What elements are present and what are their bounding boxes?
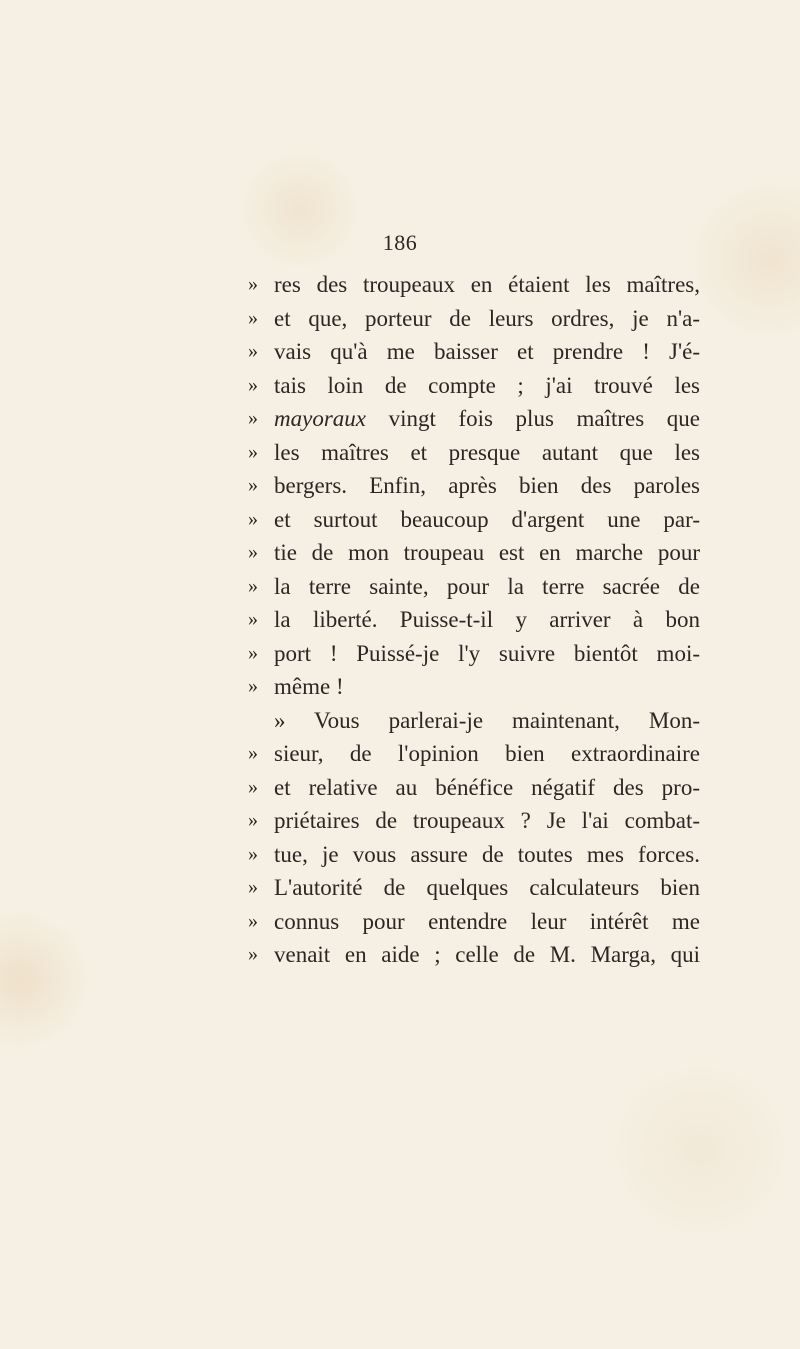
quote-mark: » xyxy=(248,407,258,429)
quote-mark: » xyxy=(248,842,258,865)
text-line xyxy=(248,804,700,838)
quote-mark: » xyxy=(248,574,258,597)
line-text: tais loin de compte ; j'ai trouvé les xyxy=(274,372,700,398)
quote-mark: » xyxy=(248,340,258,362)
quote-mark: » xyxy=(248,373,258,396)
line-text: la liberté. Puisse-t-il y arriver à bon xyxy=(274,607,700,632)
text-line xyxy=(248,704,700,738)
line-text: L'autorité de quelques calculateurs bien xyxy=(274,875,700,900)
line-text: et relative au bénéfice négatif des pro- xyxy=(274,774,700,800)
line-text-rest: vingt fois plus maîtres que xyxy=(365,406,700,431)
quote-mark: » xyxy=(248,440,258,463)
line-text: res des troupeaux en étaient les maîtres, xyxy=(274,272,700,297)
line-text: bergers. Enfin, après bien des paroles xyxy=(274,473,700,498)
line-text: priétaires de troupeaux ? Je l'ai combat- xyxy=(274,808,700,833)
line-text: la terre sainte, pour la terre sacrée de xyxy=(274,573,700,599)
quote-mark: » xyxy=(248,809,258,831)
line-text: les maîtres et presque autant que les xyxy=(274,439,700,465)
italic-word: mayoraux xyxy=(274,406,366,431)
quote-mark: » xyxy=(248,608,258,630)
quote-mark: » xyxy=(248,306,258,329)
line-text: tie de mon troupeau est en marche pour xyxy=(274,540,700,565)
line-text: et que, porteur de leurs ordres, je n'a- xyxy=(274,305,700,331)
text-line xyxy=(248,436,700,470)
line-text: port ! Puissé-je l'y suivre bientôt moi- xyxy=(274,640,700,666)
quote-mark: » xyxy=(248,909,258,932)
text-line xyxy=(248,670,700,704)
quote-mark: » xyxy=(248,273,258,295)
text-line xyxy=(248,302,700,336)
line-text: tue, je vous assure de toutes mes forces. xyxy=(274,841,700,867)
text-line xyxy=(248,335,700,369)
text-line xyxy=(248,536,700,570)
text-line xyxy=(248,603,700,637)
text-line xyxy=(248,905,700,939)
text-line xyxy=(248,402,700,436)
quote-mark: » xyxy=(248,742,258,764)
text-line xyxy=(248,469,700,503)
line-text: venait en aide ; celle de M. Marga, qui xyxy=(274,942,700,967)
page-number: 186 xyxy=(382,230,418,255)
line-text: connus pour entendre leur intérêt me xyxy=(274,908,700,934)
text-line xyxy=(248,369,700,403)
line-text: vais qu'à me baisser et prendre ! J'é- xyxy=(274,339,700,364)
quote-mark: » xyxy=(248,675,258,697)
line-text: et surtout beaucoup d'argent une par- xyxy=(274,506,700,532)
quote-mark: » xyxy=(248,641,258,664)
quote-mark: » xyxy=(248,775,258,798)
text-line xyxy=(248,637,700,671)
text-line xyxy=(248,838,700,872)
text-line xyxy=(248,871,700,905)
quote-mark: » xyxy=(248,943,258,965)
text-line xyxy=(248,771,700,805)
text-line xyxy=(248,268,700,302)
line-text xyxy=(274,402,700,436)
text-line xyxy=(248,570,700,604)
body-text xyxy=(248,268,700,972)
quote-mark: » xyxy=(248,474,258,496)
line-text: même ! xyxy=(274,674,344,699)
quote-mark: » xyxy=(248,541,258,563)
text-line xyxy=(248,938,700,972)
line-text: sieur, de l'opinion bien extraordinaire xyxy=(274,741,700,766)
quote-mark: » xyxy=(248,507,258,530)
quote-mark: » xyxy=(248,876,258,898)
text-line xyxy=(248,503,700,537)
text-line xyxy=(248,737,700,771)
line-text: » Vous parlerai-je maintenant, Mon- xyxy=(274,707,700,733)
